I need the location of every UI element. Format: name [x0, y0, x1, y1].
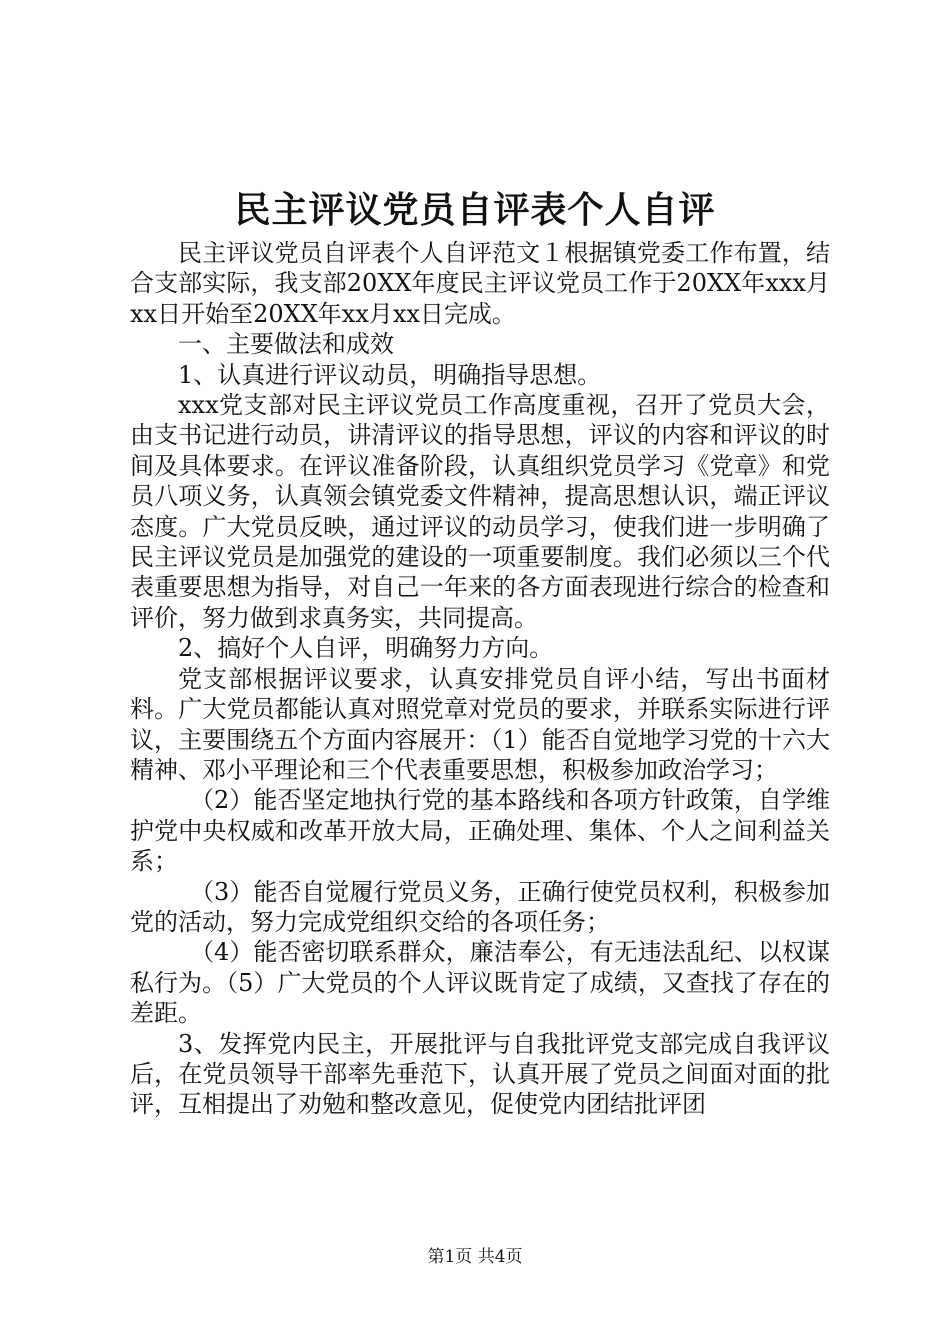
paragraph-intro: 民主评议党员自评表个人自评范文１根据镇党委工作布置，结合支部实际，我支部20XX年度民主评议党员工作于20XX年xxx月xx日开始至20XX年xx月xx日完成。 — [130, 239, 830, 328]
document-title: 民主评议党员自评表个人自评 — [234, 189, 716, 231]
document-body — [130, 238, 830, 1120]
subheading-mobilization: 1、认真进行评议动员，明确指导思想。 — [178, 360, 602, 389]
paragraph-item-4: （4）能否密切联系群众，廉洁奉公，有无违法乱纪、以权谋私行为。（5）广大党员的个人评议既肯定了成绩，又查找了存在的差距。 — [130, 938, 830, 1028]
section-heading-main: 一、主要做法和成效 — [178, 330, 394, 359]
paragraph-item-3: （3）能否自觉履行党员义务，正确行使党员权利，积极参加党的活动，努力完成党组织交给的各项任务； — [130, 877, 830, 936]
paragraph-self-review: 党支部根据评议要求，认真安排党员自评小结，写出书面材料。广大党员都能认真对照党章对党员的要求，并联系实际进行评议，主要围绕五个方面内容展开：（1）能否自觉地学习党的十六大精神、邓小平理论和三个代表重要思想，积极参加政治学习； — [130, 664, 830, 784]
paragraph-mobilization: xxx党支部对民主评议党员工作高度重视，召开了党员大会，由支书记进行动员，讲清评议的指导思想，评议的内容和评议的时间及具体要求。在评议准备阶段，认真组织党员学习《党章》和党员八项义务，认真领会镇党委文件精神，提高思想认识，端正评议态度。广大党员反映，通过评议的动员学习，使我们进一步明确了民主评议党员是加强党的建设的一项重要制度。我们必须以三个代表重要思想为指导，对自己一年来的各方面表现进行综合的检查和评价，努力做到求真务实，共同提高。 — [130, 391, 830, 632]
page-number-footer: 第1页 共4页 — [427, 1247, 523, 1267]
paragraph-criticism: 3、发挥党内民主，开展批评与自我批评党支部完成自我评议后，在党员领导干部率先垂范下，认真开展了党员之间面对面的批评，互相提出了劝勉和整改意见，促使党内团结批评团 — [130, 1029, 830, 1119]
paragraph-item-2: （2）能否坚定地执行党的基本路线和各项方针政策，自学维护党中央权威和改革开放大局，正确处理、集体、个人之间利益关系； — [130, 786, 830, 876]
subheading-self-review: 2、搞好个人自评，明确努力方向。 — [178, 634, 554, 663]
